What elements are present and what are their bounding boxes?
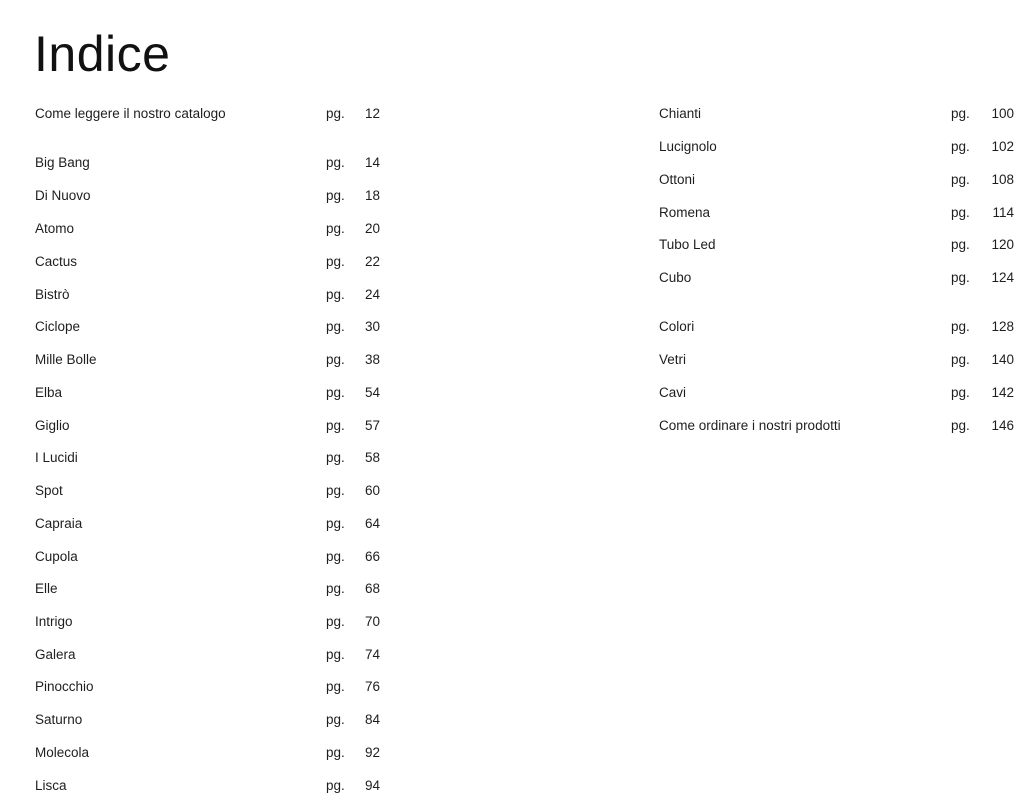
entry-pg-label: pg. xyxy=(326,254,345,269)
index-entry xyxy=(35,612,380,632)
entry-name: Mille Bolle xyxy=(35,352,97,367)
entry-pg-label: pg. xyxy=(951,352,970,367)
entry-pg-label: pg. xyxy=(951,139,970,154)
index-entry xyxy=(35,219,380,239)
index-entry xyxy=(35,547,380,567)
entry-page-number: 76 xyxy=(364,679,380,694)
entry-name: Saturno xyxy=(35,712,83,727)
index-entry xyxy=(659,416,1014,436)
index-entry xyxy=(35,416,380,436)
entry-page-number: 124 xyxy=(991,270,1014,285)
entry-page-number: 142 xyxy=(991,385,1014,400)
index-entry xyxy=(35,579,380,599)
index-entry xyxy=(659,383,1014,403)
entry-name: Galera xyxy=(35,647,76,662)
entry-name: Intrigo xyxy=(35,614,73,629)
entry-name: Lisca xyxy=(35,778,67,793)
entry-name: Vetri xyxy=(659,352,687,367)
index-entry xyxy=(35,383,380,403)
index-entry xyxy=(35,645,380,665)
index-entry xyxy=(35,104,380,124)
index-entry xyxy=(35,153,380,173)
entry-page-number: 146 xyxy=(991,418,1014,433)
entry-page-number: 58 xyxy=(364,450,380,465)
entry-pg-label: pg. xyxy=(326,549,345,564)
entry-page-number: 108 xyxy=(991,172,1014,187)
entry-name: Spot xyxy=(35,483,63,498)
index-entry xyxy=(35,285,380,305)
page-title: Indice xyxy=(34,26,171,82)
index-entry xyxy=(659,268,1014,288)
index-entry xyxy=(35,350,380,370)
entry-page-number: 114 xyxy=(992,205,1014,220)
entry-pg-label: pg. xyxy=(951,418,970,433)
index-entry xyxy=(35,776,380,796)
entry-pg-label: pg. xyxy=(326,155,345,170)
entry-pg-label: pg. xyxy=(951,319,970,334)
entry-page-number: 24 xyxy=(364,287,380,302)
entry-page-number: 128 xyxy=(991,319,1014,334)
entry-pg-label: pg. xyxy=(951,205,970,220)
entry-page-number: 12 xyxy=(364,106,380,121)
entry-page-number: 38 xyxy=(364,352,380,367)
entry-name: Come leggere il nostro catalogo xyxy=(35,106,226,121)
entry-page-number: 92 xyxy=(364,745,380,760)
entry-pg-label: pg. xyxy=(326,319,345,334)
entry-page-number: 102 xyxy=(991,139,1014,154)
entry-page-number: 57 xyxy=(364,418,380,433)
entry-pg-label: pg. xyxy=(326,385,345,400)
entry-page-number: 64 xyxy=(364,516,380,531)
entry-name: Elba xyxy=(35,385,63,400)
entry-name: Chianti xyxy=(659,106,702,121)
entry-name: Big Bang xyxy=(35,155,90,170)
entry-pg-label: pg. xyxy=(326,352,345,367)
entry-pg-label: pg. xyxy=(951,270,970,285)
entry-pg-label: pg. xyxy=(326,287,345,302)
entry-page-number: 20 xyxy=(364,221,380,236)
entry-pg-label: pg. xyxy=(951,172,970,187)
entry-pg-label: pg. xyxy=(326,188,345,203)
index-entry xyxy=(35,186,380,206)
index-entry xyxy=(659,203,1014,223)
index-entry xyxy=(35,317,380,337)
entry-pg-label: pg. xyxy=(951,106,970,121)
entry-page-number: 100 xyxy=(991,106,1014,121)
entry-name: Cavi xyxy=(659,385,687,400)
entry-name: I Lucidi xyxy=(35,450,78,465)
entry-name: Romena xyxy=(659,205,711,220)
entry-page-number: 54 xyxy=(364,385,380,400)
index-entry xyxy=(35,448,380,468)
entry-name: Pinocchio xyxy=(35,679,94,694)
entry-name: Molecola xyxy=(35,745,90,760)
index-entry xyxy=(35,677,380,697)
index-entry xyxy=(35,514,380,534)
entry-pg-label: pg. xyxy=(326,418,345,433)
entry-pg-label: pg. xyxy=(326,450,345,465)
entry-page-number: 22 xyxy=(364,254,380,269)
entry-pg-label: pg. xyxy=(951,385,970,400)
entry-name: Di Nuovo xyxy=(35,188,91,203)
entry-name: Ottoni xyxy=(659,172,696,187)
entry-name: Cupola xyxy=(35,549,78,564)
index-entry xyxy=(35,481,380,501)
index-entry xyxy=(659,104,1014,124)
entry-name: Bistrò xyxy=(35,287,70,302)
index-entry xyxy=(659,137,1014,157)
entry-pg-label: pg. xyxy=(326,581,345,596)
index-entry xyxy=(35,743,380,763)
entry-name: Capraia xyxy=(35,516,83,531)
entry-page-number: 120 xyxy=(991,237,1014,252)
entry-page-number: 60 xyxy=(364,483,380,498)
entry-page-number: 68 xyxy=(364,581,380,596)
entry-name: Come ordinare i nostri prodotti xyxy=(659,418,841,433)
entry-page-number: 70 xyxy=(364,614,380,629)
entry-pg-label: pg. xyxy=(326,516,345,531)
entry-pg-label: pg. xyxy=(326,679,345,694)
index-entry xyxy=(659,317,1014,337)
entry-name: Tubo Led xyxy=(659,237,716,252)
entry-name: Colori xyxy=(659,319,695,334)
entry-page-number: 14 xyxy=(364,155,380,170)
entry-pg-label: pg. xyxy=(326,712,345,727)
entry-pg-label: pg. xyxy=(951,237,970,252)
entry-name: Elle xyxy=(35,581,58,596)
entry-name: Giglio xyxy=(35,418,70,433)
entry-name: Atomo xyxy=(35,221,75,236)
entry-pg-label: pg. xyxy=(326,221,345,236)
entry-page-number: 74 xyxy=(364,647,380,662)
entry-pg-label: pg. xyxy=(326,745,345,760)
entry-page-number: 140 xyxy=(991,352,1014,367)
entry-pg-label: pg. xyxy=(326,647,345,662)
index-entry xyxy=(659,170,1014,190)
entry-page-number: 66 xyxy=(364,549,380,564)
entry-name: Cubo xyxy=(659,270,692,285)
entry-name: Ciclope xyxy=(35,319,81,334)
entry-page-number: 18 xyxy=(364,188,380,203)
entry-pg-label: pg. xyxy=(326,106,345,121)
index-entry xyxy=(35,710,380,730)
index-entry xyxy=(35,252,380,272)
entry-pg-label: pg. xyxy=(326,614,345,629)
entry-pg-label: pg. xyxy=(326,483,345,498)
index-entry xyxy=(659,235,1014,255)
entry-page-number: 84 xyxy=(364,712,380,727)
entry-page-number: 30 xyxy=(364,319,380,334)
index-entry xyxy=(659,350,1014,370)
entry-name: Cactus xyxy=(35,254,78,269)
entry-page-number: 94 xyxy=(364,778,380,793)
entry-pg-label: pg. xyxy=(326,778,345,793)
entry-name: Lucignolo xyxy=(659,139,717,154)
